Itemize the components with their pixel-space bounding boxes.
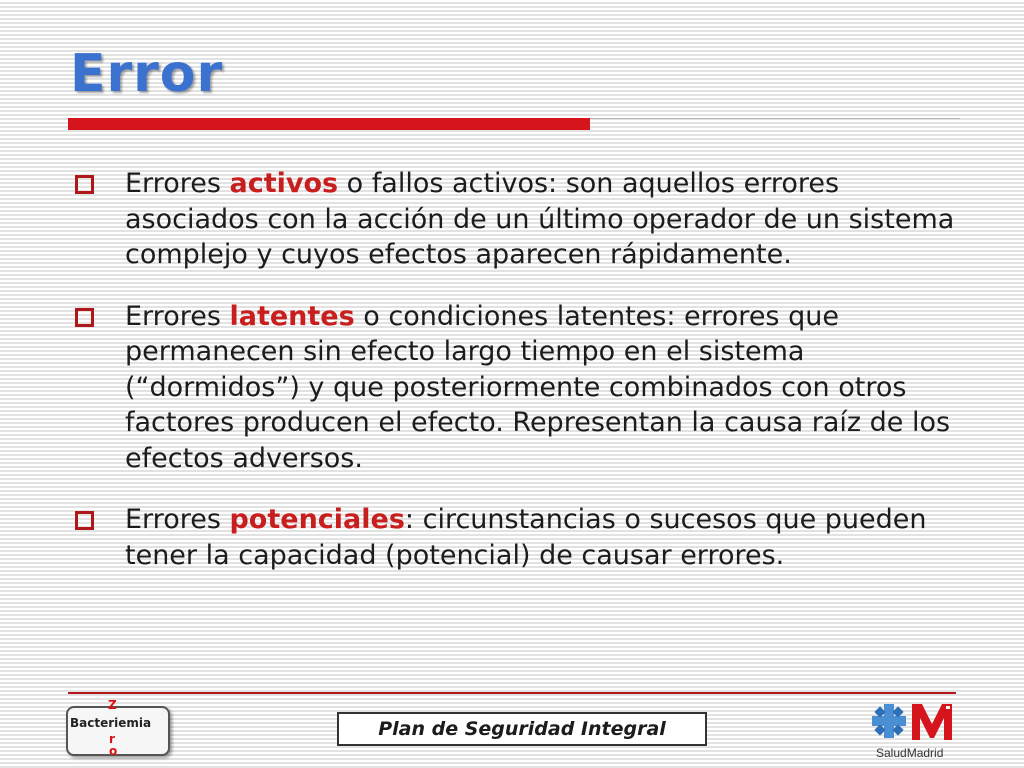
- title-underline-red: [68, 118, 590, 130]
- slide-title: Error: [70, 44, 224, 104]
- bullet-text: : circunstancias o sucesos que pueden tener la capacidad (potencial) de causar errores.: [125, 504, 927, 571]
- bullet-keyword: potenciales: [229, 504, 405, 535]
- logo-letter: o: [109, 744, 118, 758]
- bullet-list: [72, 166, 972, 599]
- bullet-prefix: Errores: [125, 168, 230, 199]
- square-bullet-icon: [75, 511, 94, 530]
- bullet-item-latentes: [72, 299, 972, 477]
- bullet-prefix: Errores: [125, 300, 230, 332]
- logo-letter: r: [109, 732, 115, 746]
- salud-madrid-emblem-icon: [870, 700, 960, 746]
- bullet-keyword: latentes: [229, 300, 355, 332]
- bullet-prefix: Errores: [125, 504, 230, 535]
- footer-title: Plan de Seguridad Integral: [378, 718, 666, 740]
- bullet-keyword: activos: [229, 168, 339, 199]
- bacteriemia-zero-logo: [66, 698, 172, 758]
- bullet-text: o fallos activos: son aquellos errores asociados con la acción de un último operador de un sistema complejo y cuyos efectos aparecen rápidamente.: [125, 168, 955, 270]
- title-underline-gray: [590, 118, 960, 119]
- bullet-item-potenciales: [72, 502, 972, 573]
- logo-word: Bacteriemia: [70, 716, 152, 730]
- footer-divider: [68, 692, 956, 694]
- bullet-item-activos: [72, 166, 972, 273]
- footer-title-box: [337, 712, 707, 746]
- square-bullet-icon: [75, 308, 94, 327]
- salud-madrid-logo: [870, 700, 960, 762]
- logo-brand-text: SaludMadrid: [876, 746, 944, 760]
- bullet-text: o condiciones latentes: errores que permanecen sin efecto largo tiempo en el sistema (“dormidos”) y que posteriormente combinados con otros factores producen el efecto. Representan la causa raíz de los efectos adversos.: [125, 300, 951, 474]
- square-bullet-icon: [75, 175, 94, 194]
- logo-frame: [66, 706, 170, 756]
- logo-letter: Z: [108, 698, 117, 712]
